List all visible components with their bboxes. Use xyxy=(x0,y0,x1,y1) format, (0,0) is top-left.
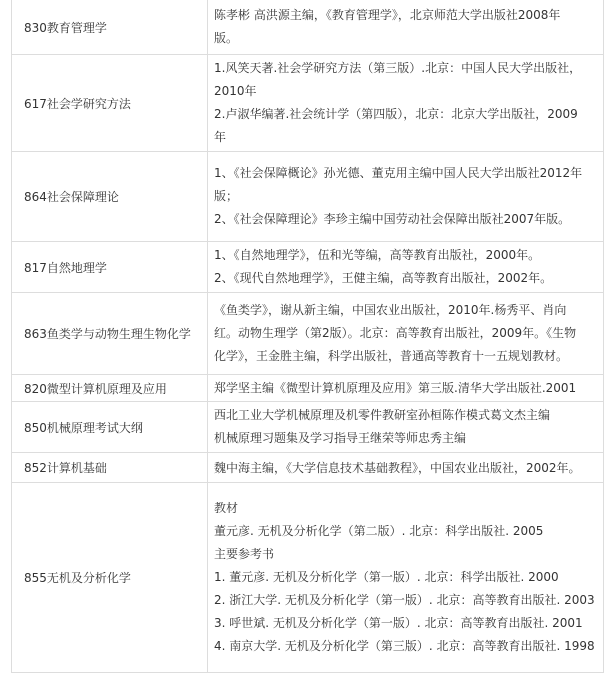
reference-line: 1.风笑天著.社会学研究方法（第三版）.北京：中国人民大学出版社， xyxy=(214,61,582,75)
subject-cell: 820微型计算机原理及应用 xyxy=(12,375,208,402)
subject-cell: 855无机及分析化学 xyxy=(12,483,208,673)
subject-cell: 617社会学研究方法 xyxy=(12,55,208,152)
reference-line: 魏中海主编，《大学信息技术基础教程》，中国农业出版社，2002年。 xyxy=(214,460,581,475)
subject-cell: 817自然地理学 xyxy=(12,242,208,293)
reference-line: 董元彦. 无机及分析化学（第二版）. 北京：科学出版社. 2005 xyxy=(214,524,544,538)
reference-line: 1. 董元彦. 无机及分析化学（第一版）. 北京：科学出版社. 2000 xyxy=(214,570,559,584)
references-cell xyxy=(208,402,604,453)
reference-line: 西北工业大学机械原理及机零件教研室孙桓陈作模式葛文杰主编 xyxy=(214,408,551,422)
reference-line: 2、《现代自然地理学》，王健主编，高等教育出版社，2002年。 xyxy=(214,271,553,285)
reference-books-table xyxy=(11,0,604,673)
reference-line: 2.卢淑华编著.社会统计学（第四版），北京：北京大学出版社，2009 xyxy=(214,107,578,121)
reference-line: 郑学坚主编《微型计算机原理及应用》第三版.清华大学出版社.2001 xyxy=(214,381,577,395)
reference-line: 版； xyxy=(214,189,239,203)
reference-line: 3. 呼世斌. 无机及分析化学（第一版）. 北京：高等教育出版社. 2001 xyxy=(214,616,583,630)
subject-cell: 830教育管理学 xyxy=(12,0,208,55)
table-row xyxy=(12,152,604,242)
reference-line: 年 xyxy=(214,130,227,144)
references-cell xyxy=(208,293,604,375)
references-cell xyxy=(208,483,604,673)
references-cell xyxy=(208,453,604,483)
reference-line: 机械原理习题集及学习指导王继荣等师忠秀主编 xyxy=(214,431,467,445)
references-cell xyxy=(208,0,604,55)
table-row xyxy=(12,402,604,453)
reference-line: 1、《自然地理学》，伍和光等编，高等教育出版社，2000年。 xyxy=(214,248,541,262)
subject-cell: 850机械原理考试大纲 xyxy=(12,402,208,453)
reference-line: 1、《社会保障概论》孙光德、董克用主编中国人民大学出版社2012年 xyxy=(214,166,583,180)
table-row xyxy=(12,453,604,483)
references-cell xyxy=(208,152,604,242)
reference-line: 2、《社会保障理论》李珍主编中国劳动社会保障出版社2007年版。 xyxy=(214,212,571,226)
references-cell xyxy=(208,375,604,402)
references-cell xyxy=(208,55,604,152)
reference-line: 红。动物生理学（第2版）。北京：高等教育出版社，2009年。《生物 xyxy=(214,326,577,340)
reference-line: 《鱼类学》，谢从新主编，中国农业出版社，2010年.杨秀平、肖向 xyxy=(214,303,567,317)
table-row xyxy=(12,55,604,152)
table-row xyxy=(12,293,604,375)
references-cell xyxy=(208,242,604,293)
reference-line: 化学》，王金胜主编，科学出版社，普通高等教育十一五规划教材。 xyxy=(214,349,569,363)
table-row xyxy=(12,483,604,673)
reference-line: 主要参考书 xyxy=(214,547,275,561)
reference-line: 教材 xyxy=(214,501,239,515)
table-row xyxy=(12,375,604,402)
reference-line: 陈孝彬 高洪源主编，《教育管理学》，北京师范大学出版社2008年 xyxy=(214,8,561,22)
table-row xyxy=(12,0,604,55)
table-row xyxy=(12,242,604,293)
subject-cell: 863鱼类学与动物生理生物化学 xyxy=(12,293,208,375)
reference-line: 2. 浙江大学. 无机及分析化学（第一版）. 北京：高等教育出版社. 2003 xyxy=(214,593,595,607)
subject-cell: 864社会保障理论 xyxy=(12,152,208,242)
reference-line: 4. 南京大学. 无机及分析化学（第三版）. 北京：高等教育出版社. 1998 xyxy=(214,639,595,653)
subject-cell: 852计算机基础 xyxy=(12,453,208,483)
reference-line: 2010年 xyxy=(214,84,257,98)
reference-line: 版。 xyxy=(214,31,239,45)
